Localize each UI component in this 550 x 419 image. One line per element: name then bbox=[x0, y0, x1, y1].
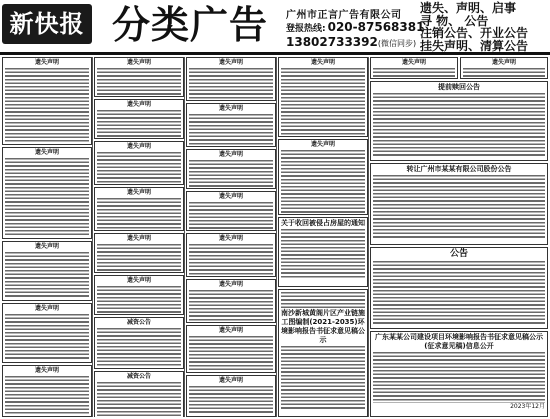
notice-label: 遗失声明 bbox=[401, 59, 426, 66]
service-item: 遗失、声明、启事 bbox=[420, 1, 517, 15]
notice-label: 遗失声明 bbox=[218, 59, 243, 66]
notice-label: 遗失声明 bbox=[218, 377, 243, 384]
notice-label: 遗失声明 bbox=[218, 151, 243, 158]
notice-text bbox=[281, 291, 365, 309]
mobile-number: 13802733392 bbox=[286, 35, 378, 49]
notice-block bbox=[186, 103, 276, 147]
notice-text bbox=[281, 149, 365, 213]
notice-block bbox=[94, 141, 184, 185]
notice-column-3 bbox=[186, 57, 276, 417]
notice-block bbox=[186, 149, 276, 189]
notice-text bbox=[189, 67, 273, 99]
notice-label: 遗失声明 bbox=[126, 277, 151, 284]
column-divider bbox=[184, 57, 185, 417]
notice-block bbox=[186, 57, 276, 101]
notice-column-5 bbox=[370, 57, 548, 417]
notice-label: 遗失声明 bbox=[218, 105, 243, 112]
notice-block bbox=[94, 99, 184, 139]
notice-label: 遗失声明 bbox=[218, 327, 243, 334]
notice-date: 2023年12月 bbox=[510, 403, 545, 410]
classified-header bbox=[0, 0, 550, 52]
notice-block bbox=[370, 81, 548, 161]
notice-block bbox=[94, 317, 184, 369]
notice-text bbox=[281, 345, 365, 409]
notice-text bbox=[97, 285, 181, 313]
notice-headline: 广东某某公司建设项目环境影响报告书征求意见稿公示 bbox=[375, 333, 543, 341]
notice-label: 减资公告 bbox=[126, 373, 151, 380]
notice-text bbox=[97, 381, 181, 417]
notice-block bbox=[186, 325, 276, 373]
notice-block bbox=[278, 139, 368, 215]
notice-block bbox=[94, 275, 184, 315]
column-divider bbox=[276, 57, 277, 417]
notice-block bbox=[370, 57, 458, 79]
notice-label: 遗失声明 bbox=[310, 141, 335, 148]
notice-text bbox=[189, 289, 273, 321]
notice-label: 遗失声明 bbox=[218, 193, 243, 200]
column-divider bbox=[92, 57, 93, 417]
notice-row bbox=[370, 57, 548, 81]
notice-label: 遗失声明 bbox=[126, 101, 151, 108]
notice-block bbox=[278, 289, 368, 417]
notice-headline: 转让广州市某某有限公司股份公告 bbox=[406, 165, 512, 173]
notice-block bbox=[2, 303, 92, 363]
notice-block bbox=[370, 163, 548, 245]
notice-text bbox=[5, 67, 89, 143]
notice-text bbox=[463, 67, 545, 77]
hotline-number: 020-87568381 bbox=[327, 20, 425, 34]
notice-block bbox=[2, 57, 92, 145]
notice-text bbox=[97, 109, 181, 137]
notice-label: 遗失声明 bbox=[34, 243, 59, 250]
notice-text bbox=[189, 113, 273, 145]
notice-label: 遗失声明 bbox=[126, 59, 151, 66]
masthead-logo: 新快报 bbox=[2, 4, 92, 44]
notice-block bbox=[2, 147, 92, 239]
mobile bbox=[286, 35, 416, 49]
notice-text bbox=[97, 197, 181, 229]
header-rule bbox=[0, 52, 550, 55]
notice-headline: 南沙新城黄阁片区产业链施工图编制(2021-2035)环境影响报告书征求意见稿公示 bbox=[281, 309, 365, 344]
notice-block bbox=[186, 279, 276, 323]
notice-label: 遗失声明 bbox=[126, 235, 151, 242]
service-item: 寻 物、 公告 bbox=[420, 13, 489, 28]
hotline-label: 登报热线: bbox=[286, 24, 326, 34]
notice-text bbox=[373, 351, 545, 403]
notice-column-2 bbox=[94, 57, 184, 417]
notice-column-1 bbox=[2, 57, 92, 417]
notice-text bbox=[5, 251, 89, 299]
notice-block bbox=[2, 241, 92, 301]
notice-label: 遗失声明 bbox=[34, 149, 59, 156]
notice-column-4 bbox=[278, 57, 368, 417]
mobile-note: (微信同步) bbox=[377, 39, 417, 48]
notice-label: 遗失声明 bbox=[126, 143, 151, 150]
notice-text bbox=[189, 159, 273, 187]
notice-block bbox=[94, 187, 184, 231]
section-title: 分类广告 bbox=[112, 3, 269, 47]
notice-text bbox=[189, 335, 273, 371]
notice-block bbox=[186, 375, 276, 417]
notice-block bbox=[370, 331, 548, 417]
notice-text bbox=[373, 67, 455, 77]
service-item: 挂失声明、清算公告 bbox=[420, 38, 529, 53]
notice-block bbox=[278, 57, 368, 137]
notice-text bbox=[189, 243, 273, 275]
notice-text bbox=[97, 151, 181, 183]
notice-text bbox=[97, 327, 181, 367]
notice-text bbox=[5, 313, 89, 361]
notice-block bbox=[2, 365, 92, 417]
notice-label: 遗失声明 bbox=[310, 59, 335, 66]
notice-headline: 提前赎回公告 bbox=[438, 83, 480, 91]
notice-label: 遗失声明 bbox=[126, 189, 151, 196]
notice-block bbox=[186, 191, 276, 231]
notice-block bbox=[94, 57, 184, 97]
notice-block bbox=[186, 233, 276, 277]
notice-text bbox=[373, 260, 545, 324]
notice-label: 遗失声明 bbox=[34, 367, 59, 374]
notice-text bbox=[97, 67, 181, 95]
notice-label: 遗失声明 bbox=[491, 59, 516, 66]
notice-block bbox=[278, 217, 368, 287]
notice-block bbox=[460, 57, 548, 79]
notice-text bbox=[5, 157, 89, 237]
notice-text bbox=[189, 201, 273, 229]
notice-text bbox=[281, 67, 365, 135]
notice-text bbox=[97, 243, 181, 271]
notice-label: 遗失声明 bbox=[34, 59, 59, 66]
advertiser-company: 广州市正言广告有限公司 bbox=[286, 10, 402, 21]
notice-text bbox=[281, 228, 365, 278]
notice-label: 减资公告 bbox=[126, 319, 151, 326]
notice-headline: 公告 bbox=[449, 249, 468, 259]
notice-text bbox=[373, 174, 545, 240]
notice-block bbox=[94, 233, 184, 273]
notice-label: 遗失声明 bbox=[218, 281, 243, 288]
column-divider bbox=[368, 57, 369, 417]
notice-text bbox=[5, 375, 89, 415]
notice-block bbox=[370, 247, 548, 329]
notice-label: 遗失声明 bbox=[34, 305, 59, 312]
notice-text bbox=[373, 92, 545, 156]
service-list bbox=[420, 2, 550, 52]
service-item: 注销公告、开业公告 bbox=[420, 26, 529, 40]
notice-headline: 关于收回被侵占房屋的通知 bbox=[281, 219, 365, 227]
notice-subheadline: (征求意见稿)信息公开 bbox=[424, 342, 494, 350]
notice-label: 遗失声明 bbox=[218, 235, 243, 242]
hotline bbox=[286, 20, 424, 34]
notice-text bbox=[189, 385, 273, 415]
notice-block bbox=[94, 371, 184, 417]
